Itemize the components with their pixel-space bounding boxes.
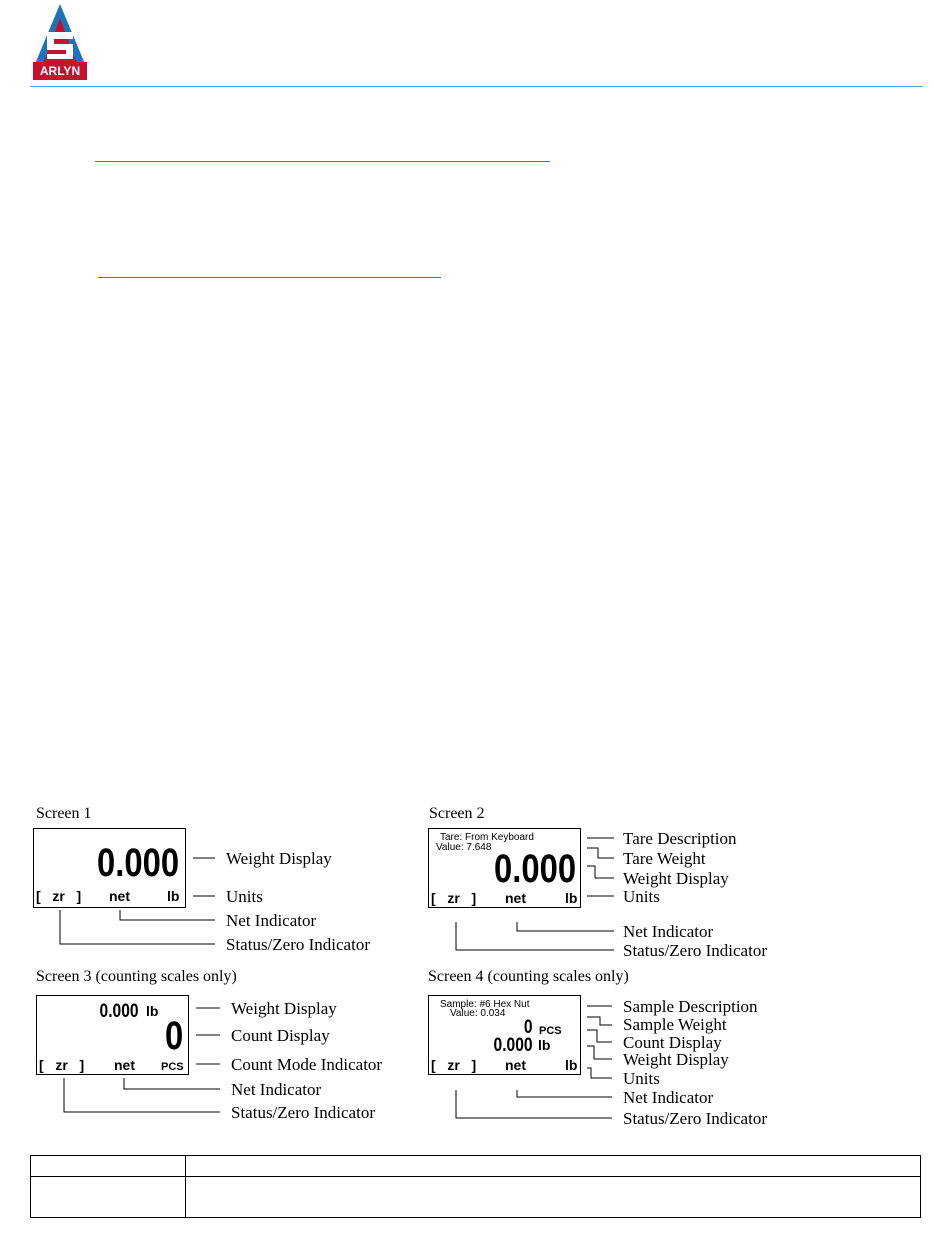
callout-label: Tare Description [623,829,737,848]
status-zero-indicator: [ zr ] [431,890,477,906]
units-indicator: lb [565,1057,578,1073]
weight-value: 0.000 [96,841,179,885]
callout-label: Count Display [231,1026,330,1045]
table-row [31,1156,921,1177]
screen-1-title: Screen 1 [36,805,92,822]
tare-description: Tare: From Keyboard [440,832,534,843]
callout-label: Status/Zero Indicator [226,935,370,954]
count-value: 0 [164,1014,183,1058]
status-zero-indicator: [ zr ] [36,888,82,904]
callout-label: Tare Weight [623,849,706,868]
callout-label: Net Indicator [623,922,714,941]
logo-text: ARLYN [39,64,81,78]
screen-2-title: Screen 2 [429,805,485,822]
count-value: 0 [524,1017,533,1038]
count-unit: PCS [539,1025,562,1037]
callout-label: Sample Description [623,997,758,1016]
units-indicator: lb [565,890,578,906]
callout-label: Status/Zero Indicator [231,1103,375,1122]
callout-label: Units [623,887,660,906]
status-zero-indicator: [ zr ] [39,1057,85,1073]
callout-label: Weight Display [623,869,729,888]
weight-unit: lb [538,1037,551,1053]
callout-label: Weight Display [231,999,337,1018]
sample-description: Sample: #6 Hex Nut [440,999,530,1010]
callout-label: Net Indicator [231,1080,322,1099]
weight-unit: lb [146,1003,159,1019]
callout-label: Units [623,1069,660,1088]
screen-4-title: Screen 4 (counting scales only) [428,968,629,985]
net-indicator: net [505,890,526,906]
callout-label: Sample Weight [623,1015,727,1034]
callout-label: Units [226,887,263,906]
callout-label: Net Indicator [623,1088,714,1107]
callout-label: Count Mode Indicator [231,1055,383,1074]
tare-weight: Value: 7.648 [436,842,492,853]
table-row [31,1177,921,1218]
status-zero-indicator: [ zr ] [431,1057,477,1073]
count-mode-indicator: PCS [161,1061,184,1073]
table-cell [31,1156,186,1177]
callout-label: Net Indicator [226,911,317,930]
net-indicator: net [114,1057,135,1073]
callout-label: Weight Display [623,1050,729,1069]
table-cell [186,1177,921,1218]
description-table [30,1155,921,1218]
net-indicator: net [109,888,130,904]
callout-label: Weight Display [226,849,332,868]
callout-label: Count Display [623,1033,722,1052]
sample-weight: Value: 0.034 [450,1008,506,1019]
weight-value: 0.000 [100,1001,139,1022]
weight-value: 0.000 [493,847,576,891]
callout-label: Status/Zero Indicator [623,941,767,960]
weight-value: 0.000 [494,1035,533,1056]
table-cell [186,1156,921,1177]
table-cell [31,1177,186,1218]
screen-3-title: Screen 3 (counting scales only) [36,968,237,985]
net-indicator: net [505,1057,526,1073]
callout-label: Status/Zero Indicator [623,1109,767,1128]
units-indicator: lb [167,888,180,904]
